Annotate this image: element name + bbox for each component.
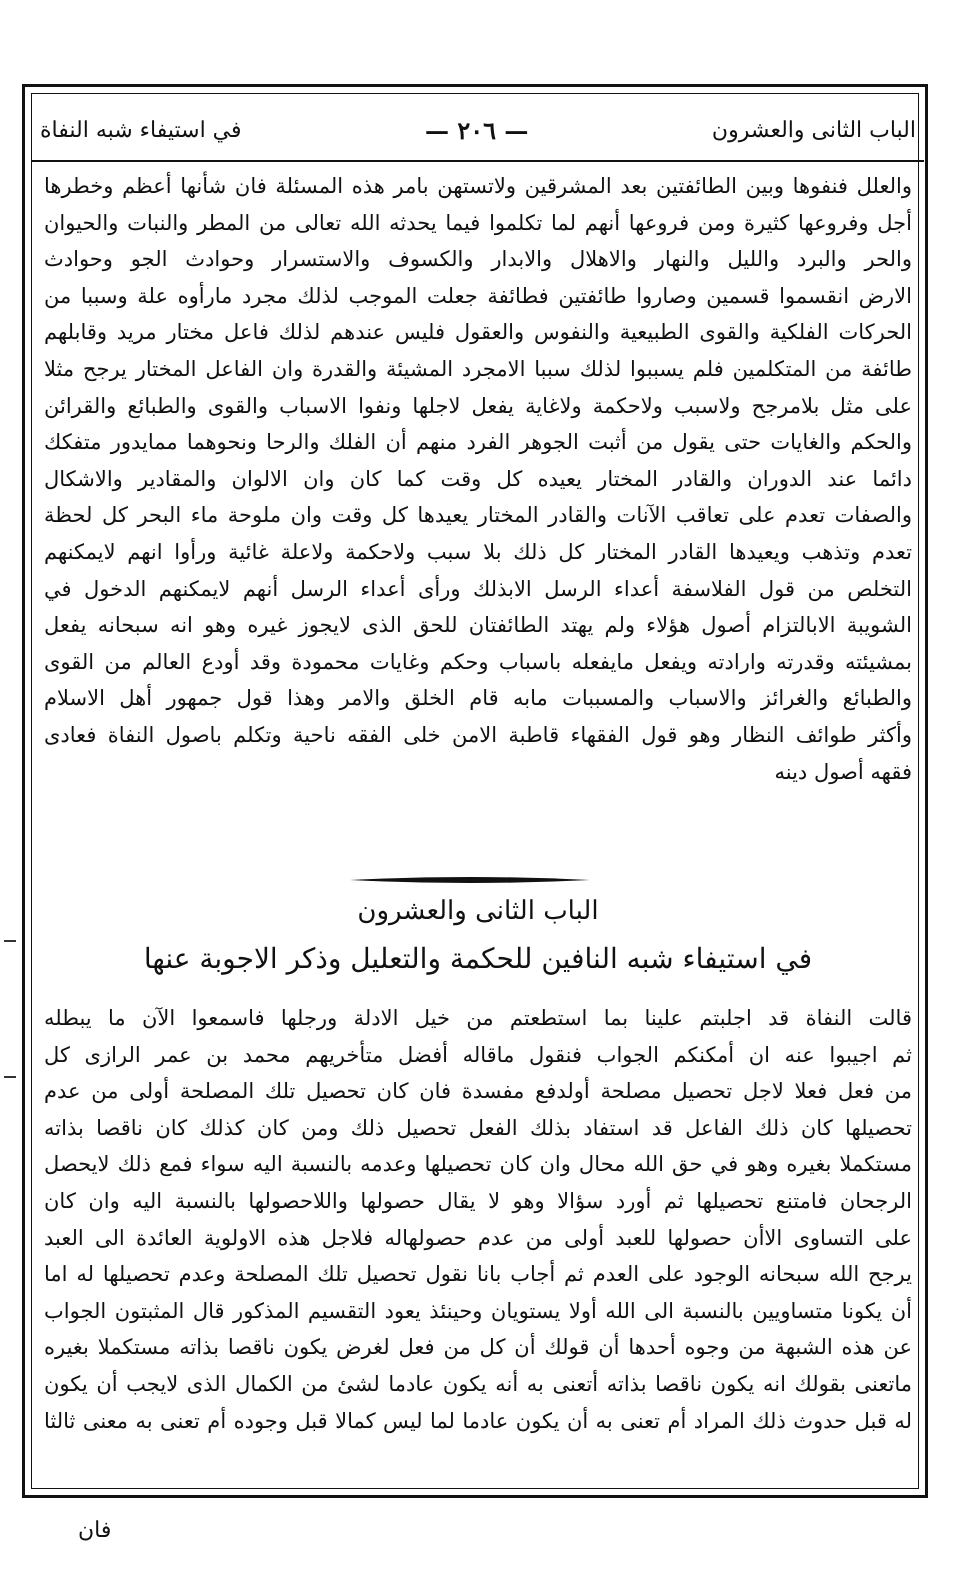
text-line: والحر والبرد والليل والنهار والاهلال والابدار والكسوف والاستسرار وحوادث الجو وحوادث bbox=[44, 247, 912, 272]
text-line: طائفة من المتكلمين فلم يسببوا لذلك سببا الامجرد المشيئة والقدرة وان الفاعل المختار يرجح مثلا bbox=[44, 356, 912, 381]
text-line: وأكثر طوائف النظار وهو قول الفقهاء قاطبة الامن خلى الفقه ناحية وتكلم باصول النفاة فعادى bbox=[44, 722, 912, 747]
text-line: بمشيئته وقدرته وارادته ويفعل مايفعله باسباب وحكم وغايات محمودة وقد أودع العالم من القوى bbox=[44, 649, 912, 674]
running-header bbox=[40, 110, 916, 150]
margin-tick bbox=[4, 940, 16, 942]
page-number: — ٢٠٦ — bbox=[425, 115, 529, 145]
paragraph-1 bbox=[44, 168, 912, 790]
text-line: ماتعنى بقولك انه يكون ناقصا بذاته أتعنى به أنه يكون عادما لشئ من الكمال الذى لايجب أن يكون bbox=[44, 1371, 912, 1396]
margin-tick bbox=[4, 1076, 16, 1078]
text-line: والطبائع والغرائز والاسباب والمسببات مابه قام الخلق والامر وهذا قول جمهور أهل الاسلام bbox=[44, 686, 912, 711]
text-line: دائما عند الدوران والقادر المختار يعيده كل وقت كما كان وان الالوان والمقادير والاشكال bbox=[44, 466, 912, 491]
paragraph-2 bbox=[44, 1000, 912, 1439]
text-line-last: فقهه أصول دينه bbox=[774, 759, 912, 784]
section-divider bbox=[350, 876, 590, 884]
text-line: الحركات الفلكية والقوى الطبيعية والنفوس والعقول فليس عندهم لذلك فاعل مختار مريد وقابلهم bbox=[44, 320, 912, 345]
text-line: الارض انقسموا قسمين وصاروا طائفتين فطائفة جعلت الموجب لذلك مجرد مارأوه علة وسببا من bbox=[44, 283, 912, 308]
text-line: الشويبة الابالتزام أصول هؤلاء ولم يهتد الطائفتان للحق الذى لايجوز غيره وهو انه سبحانه يفعل bbox=[44, 613, 912, 638]
text-line: عن هذه الشبهة من وجوه أحدها أن قولك أن كل من فعل لغرض يكون ناقصا بذاته مستكملا بغيره bbox=[44, 1335, 912, 1360]
text-line: أن يكونا متساويين بالنسبة الى الله أولا يستويان وحينئذ يعود التقسيم المذكور قال المثبتون الجواب bbox=[44, 1298, 912, 1323]
text-line: قالت النفاة قد اجلبتم علينا بما استطعتم من خيل الادلة ورجلها فاسمعوا الآن ما يبطله bbox=[44, 1006, 912, 1030]
text-line: على التساوى الاأن حصولها للعبد أولى من عدم حصولهاله فلاجل هذه الاولوية العائدة الى العبد bbox=[44, 1225, 912, 1250]
text-line: تعدم وتذهب ويعيدها القادر المختار كل ذلك بلا سبب ولاحكمة ولاعلة غائية ورأوا انهم لايمكنهم bbox=[44, 539, 912, 564]
text-line: أجل وفروعها كثيرة ومن فروعها أنهم لما تكلموا فيما يحدثه الله تعالى من المطر والنبات والحيوان bbox=[44, 210, 912, 235]
text-line: الرجحان فامتنع تحصيلها ثم أورد سؤالا وهو لا يقال حصولها واللاحصولها بالنسبة اليه وان كان bbox=[44, 1188, 912, 1213]
text-line: التخلص من قول الفلاسفة أعداء الرسل الابذلك ورأى أعداء الرسل أنهم لايمكنهم الدخول في bbox=[44, 576, 912, 601]
text-line: ثم اجيبوا عنه ان أمكنكم الجواب فنقول ماقاله أفضل متأخريهم محمد بن عمر الرازى كل bbox=[44, 1042, 912, 1067]
text-line: والصفات تعدم على تعاقب الآنات والقادر المختار يعيدها كل وقت وان ملوحة ماء البحر كل لحظة bbox=[44, 503, 912, 528]
header-rule bbox=[32, 160, 924, 162]
chapter-subtitle: في استيفاء شبه النافين للحكمة والتعليل وذكر الاجوبة عنها bbox=[143, 942, 813, 975]
text-line: على مثل بلامرجح ولاسبب ولاحكمة ولاغاية يفعل لاجلها ونفوا الاسباب والقوى والطبائع والقرائن bbox=[44, 393, 912, 418]
text-line: والحكم والغايات حتى يقول من أثبت الجوهر الفرد منهم أن الفلك والرحا ونحوهما ممايدور متفكك bbox=[44, 430, 912, 455]
text-line: مستكملا بغيره وهو في حق الله محال وان كان تحصيلها وعدمه بالنسبة اليه سواء فمع ذلك لايحصل bbox=[44, 1152, 912, 1177]
text-line: يرجح الله سبحانه الوجود على العدم ثم أجاب بانا نقول تحصيل تلك المصلحة وعدم تحصيلها له اما bbox=[44, 1262, 912, 1287]
catchword: فان bbox=[78, 1518, 112, 1543]
chapter-title: الباب الثانى والعشرون bbox=[357, 896, 599, 926]
text-line: والعلل فنفوها وبين الطائفتين بعد المشرقين ولاتستهن بامر هذه المسئلة فان شأنها أعظم وخطرها bbox=[44, 174, 912, 198]
text-line: تحصيلها كان ذلك الفاعل قد استفاد بذلك الفعل تحصيل ذلك ومن كان كذلك كان ناقصا بذاته bbox=[44, 1115, 912, 1140]
text-line: له قبل حدوث ذلك المراد أم تعنى به أن يكون عادما لما ليس كمالا قبل وجوده أم تعنى به معنى ثالثا bbox=[44, 1408, 912, 1433]
header-topic-label: في استيفاء شبه النفاة bbox=[40, 117, 242, 143]
text-line: من فعل فعلا لاجل تحصيل مصلحة أولدفع مفسدة فان كان تحصيل تلك المصلحة أولى من عدم bbox=[44, 1079, 912, 1104]
header-chapter-label: الباب الثانى والعشرون bbox=[711, 117, 916, 143]
